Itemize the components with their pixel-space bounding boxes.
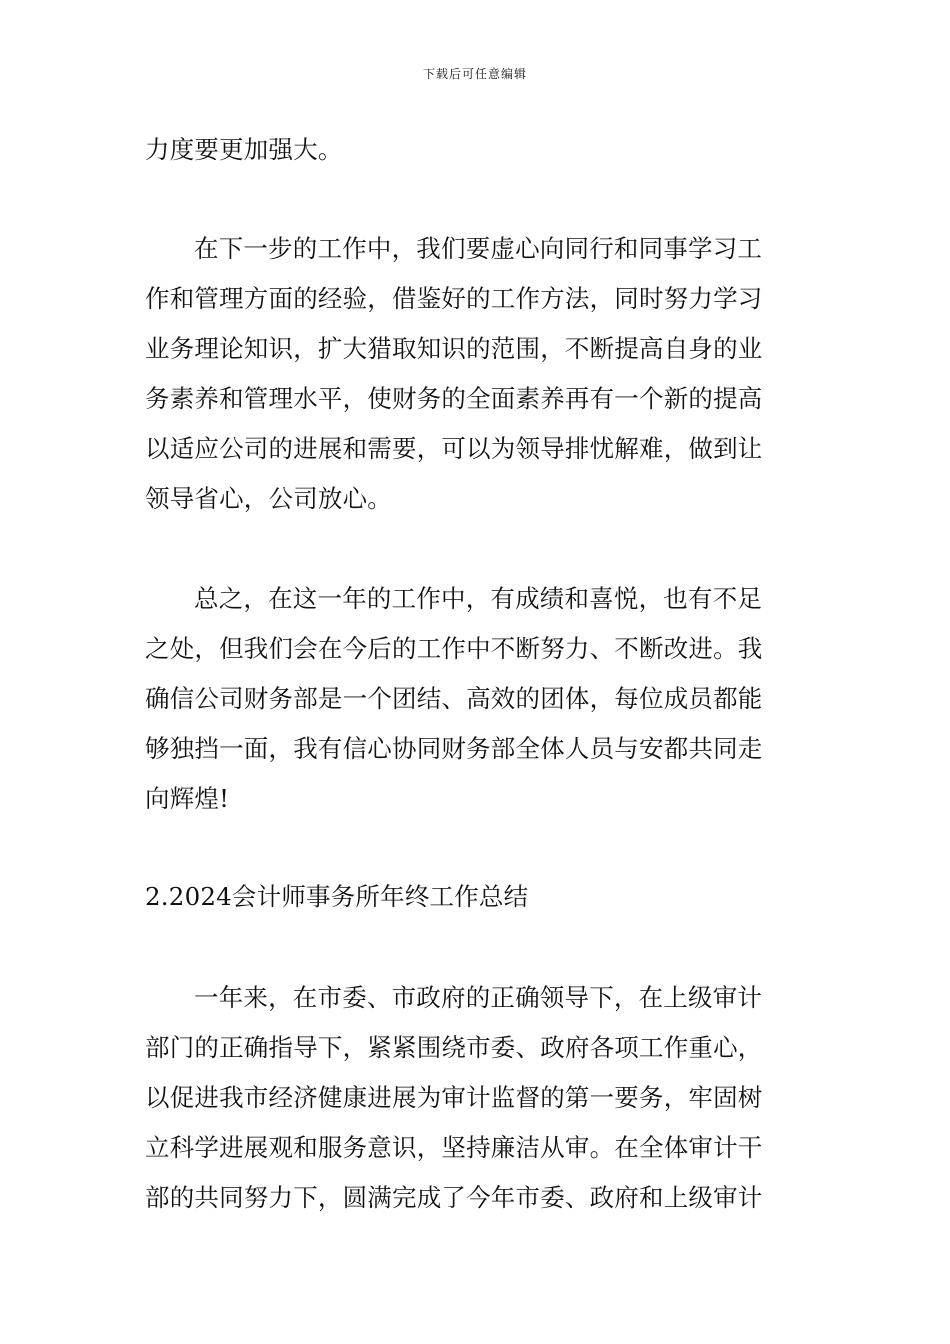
paragraph-line: 部门的正确指导下，紧紧围绕市委、政府各项工作重心， (145, 1033, 763, 1062)
paragraph-line: 作和管理方面的经验，借鉴好的工作方法，同时努力学习 (145, 284, 763, 313)
paragraph-line: 确信公司财务部是一个团结、高效的团体，每位成员都能 (145, 684, 763, 713)
paragraph-line: 力度要更加强大。 (145, 135, 343, 164)
paragraph-line: 以适应公司的进展和需要，可以为领导排忧解难，做到让 (145, 434, 763, 463)
page-header-note: 下载后可任意编辑 (422, 67, 527, 81)
paragraph-line: 总之，在这一年的工作中，有成绩和喜悦，也有不足 (194, 584, 763, 613)
paragraph-line: 立科学进展观和服务意识，坚持廉洁从审。在全体审计干 (145, 1133, 763, 1162)
paragraph-line: 在下一步的工作中，我们要虚心向同行和同事学习工 (194, 234, 763, 263)
paragraph-line: 业务理论知识，扩大猎取知识的范围，不断提高自身的业 (145, 334, 763, 363)
section-heading: 2.2024会计师事务所年终工作总结 (145, 882, 529, 911)
paragraph-line: 务素养和管理水平，使财务的全面素养再有一个新的提高 (145, 384, 763, 413)
paragraph-line: 部的共同努力下，圆满完成了今年市委、政府和上级审计 (145, 1183, 763, 1212)
paragraph-line: 之处，但我们会在今后的工作中不断努力、不断改进。我 (145, 634, 763, 663)
paragraph-line: 领导省心，公司放心。 (145, 484, 392, 513)
paragraph-line: 一年来，在市委、市政府的正确领导下，在上级审计 (194, 983, 763, 1012)
paragraph-line: 够独挡一面，我有信心协同财务部全体人员与安都共同走 (145, 734, 763, 763)
paragraph-line: 向辉煌! (145, 784, 230, 813)
paragraph-line: 以促进我市经济健康进展为审计监督的第一要务，牢固树 (145, 1083, 763, 1112)
